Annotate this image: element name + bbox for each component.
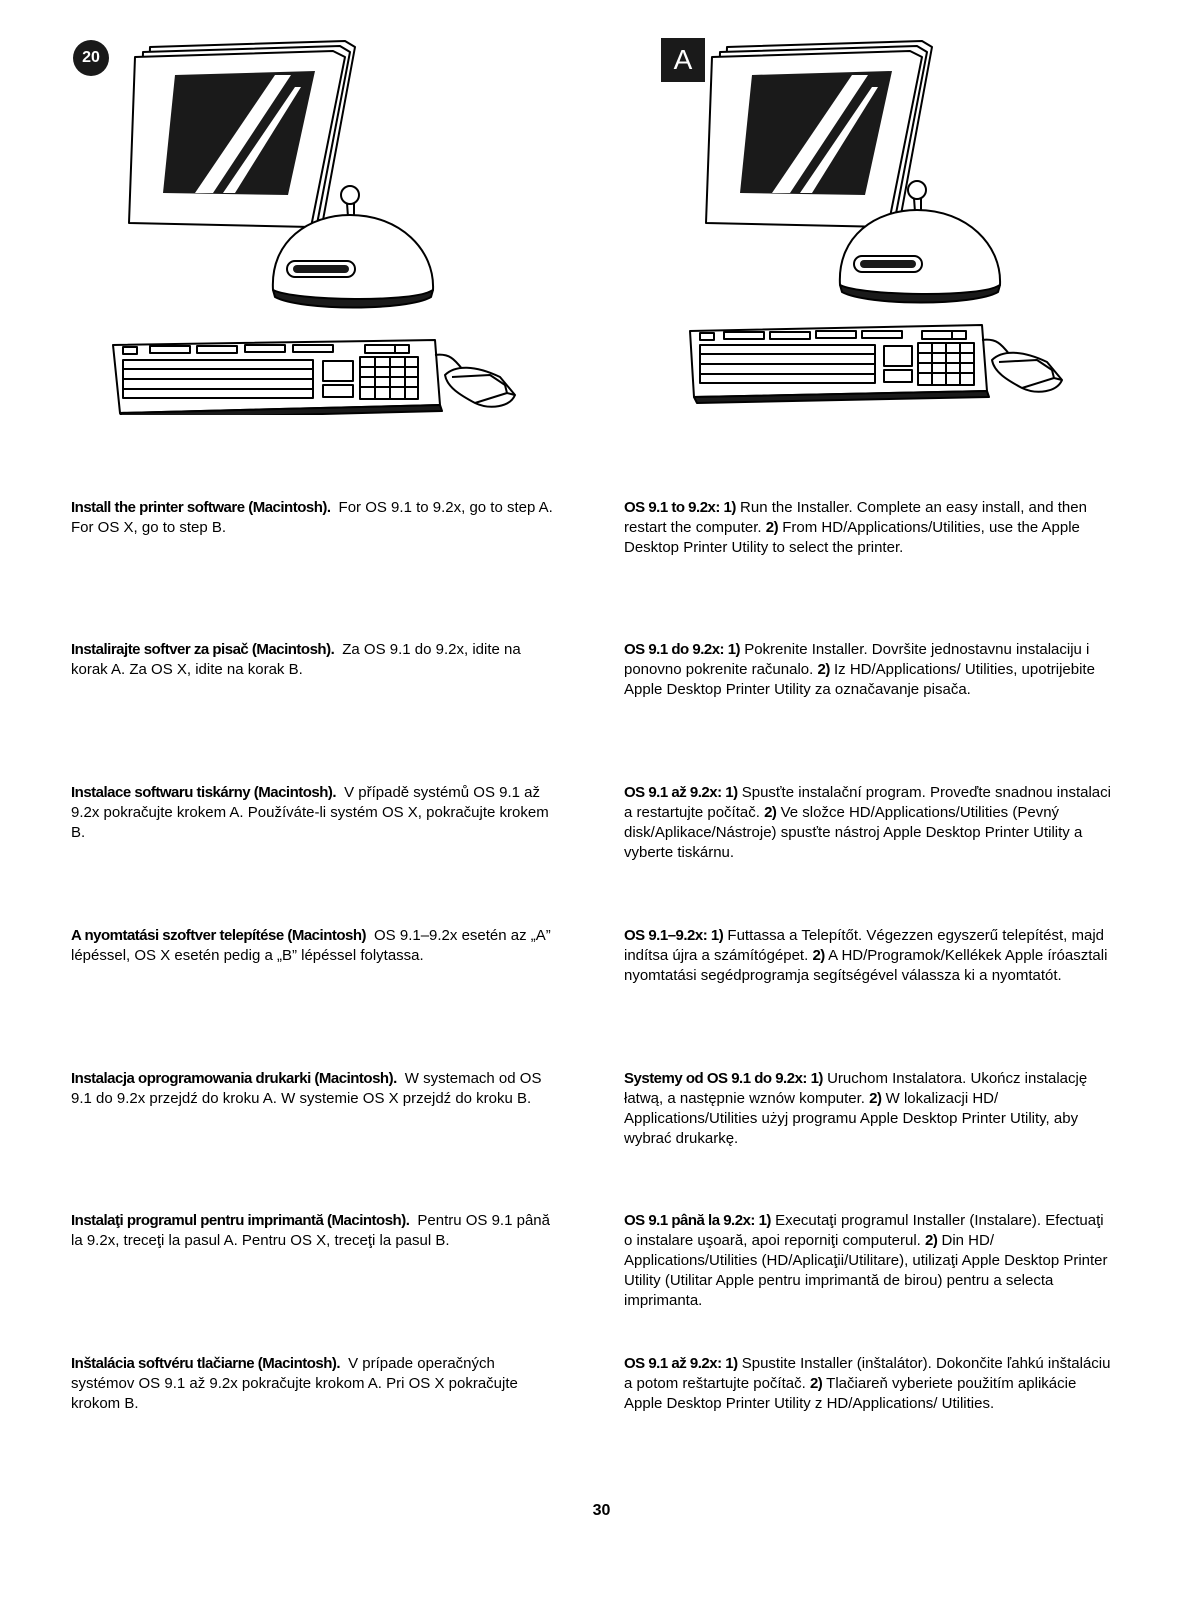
section-body: Za OS 9.1 do 9.2x, idite na korak A. Za OS X, idite na korak B. <box>71 641 521 678</box>
left-text-hr <box>71 640 561 680</box>
step-text-2: Iz HD/Applications/ Utilities, upotrijebite Apple Desktop Printer Utility za označavanje pisača. <box>624 661 1095 698</box>
step-text-1: Pokrenite Installer. Dovršite jednostavnu instalaciju i ponovno pokrenite računalo. <box>624 641 1090 678</box>
section-title: Inštalácia softvéru tlačiarne (Macintosh). <box>71 1355 341 1372</box>
step-lead: OS 9.1 to 9.2x: 1) <box>624 499 736 516</box>
imac-illustration-substep <box>672 35 1112 415</box>
right-text-ro <box>624 1211 1114 1311</box>
imac-illustration-step <box>95 35 535 415</box>
step-text-1: Run the Installer. Complete an easy install, and then restart the computer. <box>624 499 1087 536</box>
step-lead: OS 9.1 až 9.2x: 1) <box>624 1355 738 1372</box>
section-body: W systemach od OS 9.1 do 9.2x przejdź do kroku A. W systemie OS X przejdź do kroku B. <box>71 1070 542 1107</box>
section-body: Pentru OS 9.1 până la 9.2x, treceţi la pasul A. Pentru OS X, treceţi la pasul B. <box>71 1212 550 1249</box>
right-text-sk <box>624 1354 1114 1414</box>
section-body: OS 9.1–9.2x esetén az „A” lépéssel, OS X esetén pedig a „B” lépéssel folytassa. <box>71 927 551 964</box>
step-text-1: Spustite Installer (inštalátor). Dokončite ľahkú inštaláciu a potom reštartujte počítač. <box>624 1355 1111 1392</box>
step-lead: OS 9.1 până la 9.2x: 1) <box>624 1212 771 1229</box>
step-text-1: Spusťte instalační program. Proveďte snadnou instalaci a restartujte počítač. <box>624 784 1111 821</box>
step-marker-2: 2) <box>764 804 777 821</box>
step-marker-2: 2) <box>765 519 779 536</box>
section-body: V případě systémů OS 9.1 až 9.2x pokračujte krokem A. Používáte-li systém OS X, pokračujte krokem B. <box>71 784 549 841</box>
left-text-sk <box>71 1354 561 1414</box>
step-marker-2: 2) <box>812 947 825 964</box>
section-title: A nyomtatási szoftver telepítése (Macintosh) <box>71 927 367 944</box>
step-lead: OS 9.1 do 9.2x: 1) <box>624 641 741 658</box>
step-text-2: A HD/Programok/Kellékek Apple íróasztali nyomtatási segédprogramja segítségével válassza ki a nyomtatót. <box>624 947 1108 984</box>
section-body: For OS 9.1 to 9.2x, go to step A. For OS X, go to step B. <box>71 499 553 536</box>
section-title: Instalace softwaru tiskárny (Macintosh). <box>71 784 337 801</box>
section-title: Instalirajte softver za pisač (Macintosh). <box>71 641 335 658</box>
left-text-hu <box>71 926 561 966</box>
step-text-2: From HD/Applications/Utilities, use the Apple Desktop Printer Utility to select the printer. <box>624 519 1080 556</box>
step-marker-2: 2) <box>809 1375 823 1392</box>
substep-a-badge: A <box>661 38 705 82</box>
left-text-ro <box>71 1211 561 1251</box>
right-text-hr <box>624 640 1114 700</box>
left-text-en <box>71 498 561 538</box>
section-title: Install the printer software (Macintosh). <box>71 499 331 516</box>
section-title: Instalacja oprogramowania drukarki (Macintosh). <box>71 1070 397 1087</box>
step-marker-2: 2) <box>925 1232 938 1249</box>
step-marker-2: 2) <box>869 1090 882 1107</box>
right-text-hu <box>624 926 1114 986</box>
step-text-2: Ve složce HD/Applications/Utilities (Pevný disk/Aplikace/Nástroje) spusťte nástroj Apple Desktop Printer Utility a vyberte tiskárnu. <box>624 804 1083 861</box>
step-text-1: Uruchom Instalatora. Ukończ instalację łatwą, a następnie wznów komputer. <box>624 1070 1088 1107</box>
step-number-badge: 20 <box>73 40 109 76</box>
right-text-pl <box>624 1069 1114 1149</box>
step-lead: OS 9.1–9.2x: 1) <box>624 927 724 944</box>
step-lead: Systemy od OS 9.1 do 9.2x: 1) <box>624 1070 823 1087</box>
step-lead: OS 9.1 až 9.2x: 1) <box>624 784 738 801</box>
step-text-1: Executaţi programul Installer (Instalare). Efectuaţi o instalare uşoară, apoi reporniţi computerul. <box>624 1212 1104 1249</box>
left-text-cs <box>71 783 561 843</box>
section-body: V prípade operačných systémov OS 9.1 až 9.2x pokračujte krokom A. Pri OS X pokračujte krokom B. <box>71 1355 518 1412</box>
section-title: Instalaţi programul pentru imprimantă (Macintosh). <box>71 1212 410 1229</box>
step-marker-2: 2) <box>817 661 830 678</box>
step-text-2: Tlačiareň vyberiete použitím aplikácie Apple Desktop Printer Utility z HD/Applications/ Utilities. <box>624 1375 1077 1412</box>
page-number: 30 <box>592 1502 611 1519</box>
left-text-pl <box>71 1069 561 1109</box>
step-text-2: W lokalizacji HD/ Applications/Utilities użyj programu Apple Desktop Printer Utility, aby wybrać drukarkę. <box>624 1090 1079 1147</box>
step-text-2: Din HD/ Applications/Utilities (HD/Aplicaţii/Utilitare), utilizaţi Apple Desktop Printer Utility (Utilitar Apple pentru imprimantă de birou) pentru a selecta imprimanta. <box>624 1232 1108 1309</box>
step-text-1: Futtassa a Telepítőt. Végezzen egyszerű telepítést, majd indítsa újra a számítógépet. <box>624 927 1105 964</box>
right-text-en <box>624 498 1114 558</box>
right-text-cs <box>624 783 1114 863</box>
